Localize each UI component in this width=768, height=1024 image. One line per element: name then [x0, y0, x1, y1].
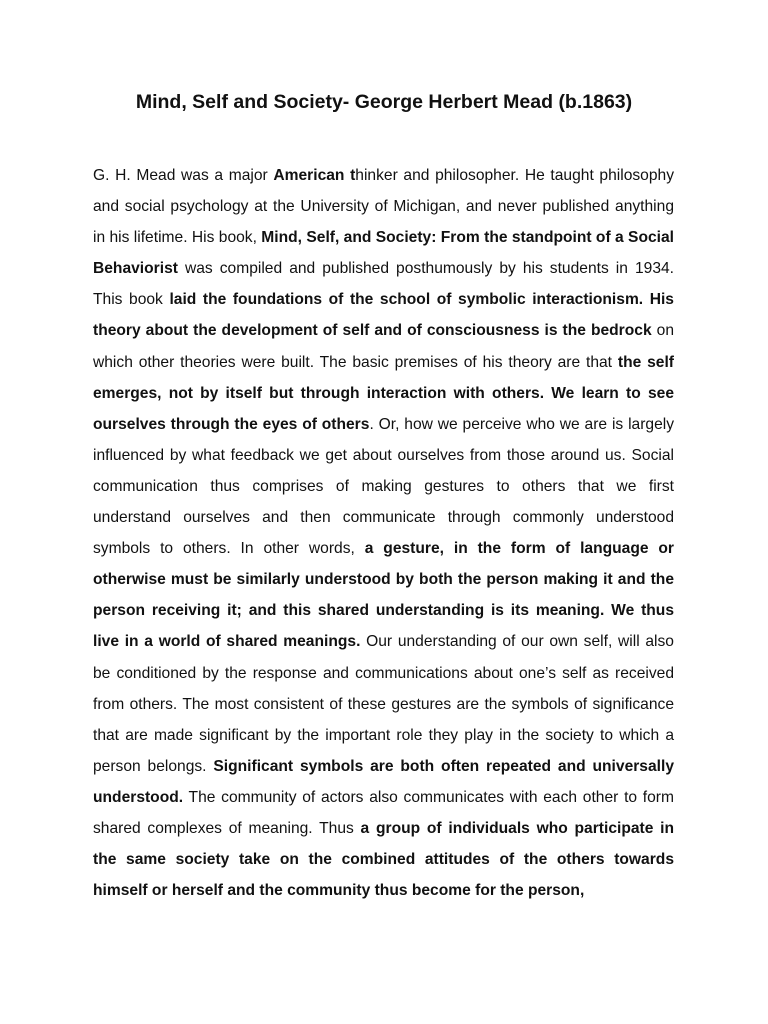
text-run: The community of actors also communicates with each other to form shared complexes of meaning. Thus — [93, 788, 674, 837]
bold-text-run: a group of individuals who participate in the same society take on the combined attitudes of the others towards himself or herself and the community thus become for the person, — [93, 819, 674, 900]
body-paragraph — [93, 160, 674, 906]
bold-text-run: Mind, Self, and Society: From the standpoint of a Social Behaviorist — [93, 229, 674, 278]
bold-text-run: the self emerges, not by itself but through interaction with others. We learn to see ourselves through the eyes of others — [93, 353, 674, 433]
text-run: hinker and philosopher. He taught philosophy and social psychology at the University of Michigan, and never published anything in his lifetime. His book, — [93, 167, 674, 247]
document-title: Mind, Self and Society- George Herbert Mead (b.1863) — [135, 91, 633, 113]
text-run: was compiled and published posthumously by his students in 1934. This book — [93, 260, 674, 309]
bold-text-run: laid the foundations of the school of symbolic interactionism. His theory about the development of self and of consciousness is the bedrock — [93, 291, 674, 340]
bold-text-run: Significant symbols are both often repeated and universally understood. — [93, 757, 674, 806]
text-run: Our understanding of our own self, will also be conditioned by the response and communications about one’s self as received from others. The most consistent of these gestures are the symbols of significance that are made significant by the important role they play in the society to which a person belongs. — [93, 633, 674, 775]
text-run: G. H. Mead was a major — [93, 167, 274, 184]
bold-text-run: a gesture, in the form of language or otherwise must be similarly understood by both the person making it and the person receiving it; and this shared understanding is its meaning. We thus live in a world of shared meanings. — [93, 540, 675, 651]
text-run: . Or, how we perceive who we are is largely influenced by what feedback we get about ourselves from those around us. Social communication thus comprises of making gestures to others that we first understand ourselves and then communicate through commonly understood symbols to others. In other words, — [93, 415, 675, 558]
text-run: on which other theories were built. The basic premises of his theory are that — [93, 322, 674, 371]
bold-text-run: American t — [273, 167, 356, 184]
